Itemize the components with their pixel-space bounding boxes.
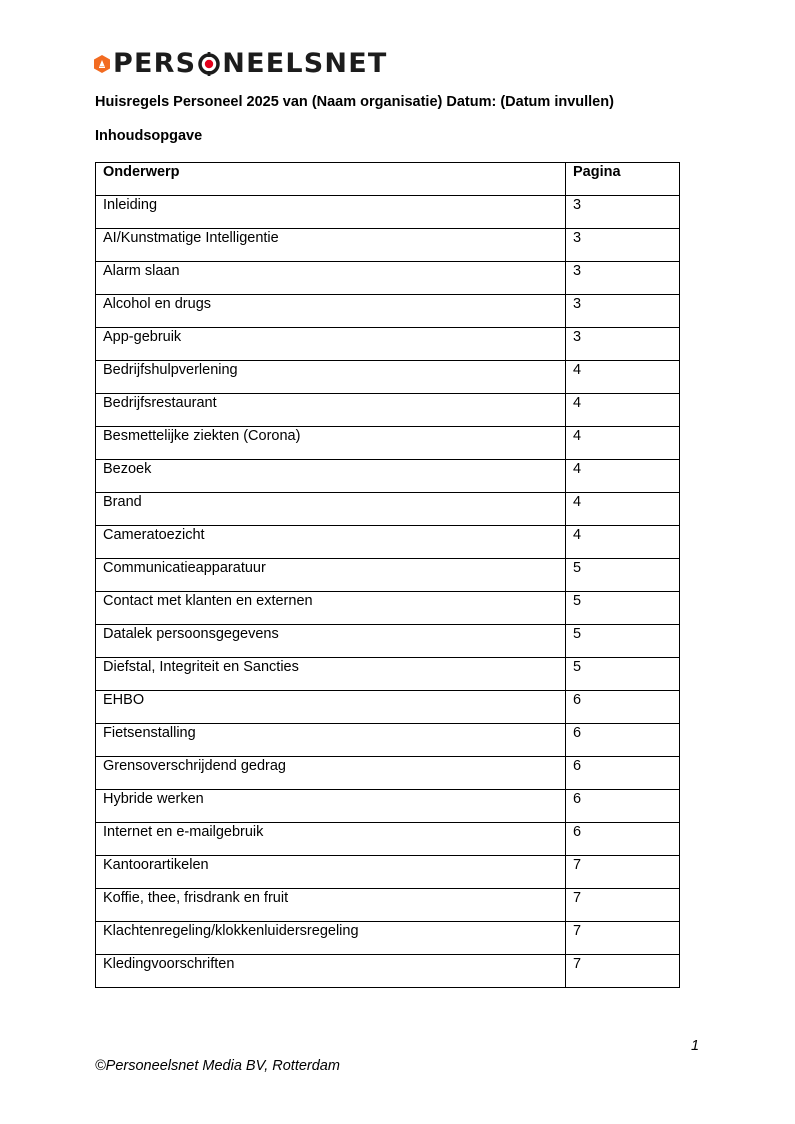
topic-cell: Brand	[96, 493, 566, 526]
page-cell: 3	[566, 295, 680, 328]
topic-cell: AI/Kunstmatige Intelligentie	[96, 229, 566, 262]
table-row	[96, 262, 680, 295]
page-cell: 4	[566, 493, 680, 526]
page-cell: 5	[566, 592, 680, 625]
page-cell: 7	[566, 955, 680, 988]
toc-header-row	[96, 163, 680, 196]
page-cell: 4	[566, 361, 680, 394]
topic-cell: Diefstal, Integriteit en Sancties	[96, 658, 566, 691]
target-o-icon	[198, 52, 220, 76]
logo-wordmark: PERS NEELSNET	[113, 48, 388, 79]
table-row	[96, 427, 680, 460]
topic-cell: App-gebruik	[96, 328, 566, 361]
toc-heading: Inhoudsopgave	[95, 128, 203, 144]
table-row	[96, 823, 680, 856]
table-of-contents	[95, 162, 680, 988]
table-row	[96, 460, 680, 493]
topic-cell: Fietsenstalling	[96, 724, 566, 757]
page-cell: 6	[566, 724, 680, 757]
table-row	[96, 955, 680, 988]
table-row	[96, 196, 680, 229]
table-row	[96, 361, 680, 394]
page-cell: 5	[566, 658, 680, 691]
topic-cell: Bedrijfshulpverlening	[96, 361, 566, 394]
page-cell: 3	[566, 229, 680, 262]
topic-cell: Bezoek	[96, 460, 566, 493]
footer-copyright: ©Personeelsnet Media BV, Rotterdam	[95, 1058, 340, 1074]
topic-cell: Contact met klanten en externen	[96, 592, 566, 625]
topic-cell: Besmettelijke ziekten (Corona)	[96, 427, 566, 460]
page-cell: 7	[566, 889, 680, 922]
page-cell: 5	[566, 559, 680, 592]
page-cell: 4	[566, 394, 680, 427]
table-row	[96, 856, 680, 889]
topic-cell: Bedrijfsrestaurant	[96, 394, 566, 427]
table-row	[96, 229, 680, 262]
table-row	[96, 625, 680, 658]
hexagon-logo-icon	[94, 55, 110, 73]
topic-cell: Communicatieapparatuur	[96, 559, 566, 592]
topic-cell: EHBO	[96, 691, 566, 724]
page-cell: 4	[566, 427, 680, 460]
column-header-pagina: Pagina	[566, 163, 680, 196]
topic-cell: Klachtenregeling/klokkenluidersregeling	[96, 922, 566, 955]
table-row	[96, 790, 680, 823]
page-cell: 5	[566, 625, 680, 658]
page-number: 1	[691, 1038, 700, 1054]
table-row	[96, 592, 680, 625]
page-cell: 7	[566, 856, 680, 889]
page-cell: 3	[566, 328, 680, 361]
table-row	[96, 493, 680, 526]
table-row	[96, 922, 680, 955]
topic-cell: Hybride werken	[96, 790, 566, 823]
table-row	[96, 889, 680, 922]
table-row	[96, 295, 680, 328]
topic-cell: Koffie, thee, frisdrank en fruit	[96, 889, 566, 922]
table-row	[96, 394, 680, 427]
topic-cell: Alcohol en drugs	[96, 295, 566, 328]
topic-cell: Datalek persoonsgegevens	[96, 625, 566, 658]
topic-cell: Internet en e-mailgebruik	[96, 823, 566, 856]
page-cell: 4	[566, 460, 680, 493]
table-row	[96, 658, 680, 691]
column-header-onderwerp: Onderwerp	[96, 163, 566, 196]
personeelsnet-logo	[94, 48, 387, 80]
page-cell: 3	[566, 262, 680, 295]
topic-cell: Cameratoezicht	[96, 526, 566, 559]
table-row	[96, 724, 680, 757]
topic-cell: Inleiding	[96, 196, 566, 229]
page-cell: 6	[566, 790, 680, 823]
page-cell: 6	[566, 823, 680, 856]
page-cell: 6	[566, 757, 680, 790]
topic-cell: Kantoorartikelen	[96, 856, 566, 889]
page-cell: 7	[566, 922, 680, 955]
table-row	[96, 559, 680, 592]
document-title: Huisregels Personeel 2025 van (Naam organisatie) Datum: (Datum invullen)	[95, 94, 614, 110]
topic-cell: Grensoverschrijdend gedrag	[96, 757, 566, 790]
page-cell: 3	[566, 196, 680, 229]
topic-cell: Kledingvoorschriften	[96, 955, 566, 988]
table-row	[96, 757, 680, 790]
topic-cell: Alarm slaan	[96, 262, 566, 295]
page-cell: 4	[566, 526, 680, 559]
table-row	[96, 328, 680, 361]
table-row	[96, 526, 680, 559]
table-row	[96, 691, 680, 724]
page-cell: 6	[566, 691, 680, 724]
